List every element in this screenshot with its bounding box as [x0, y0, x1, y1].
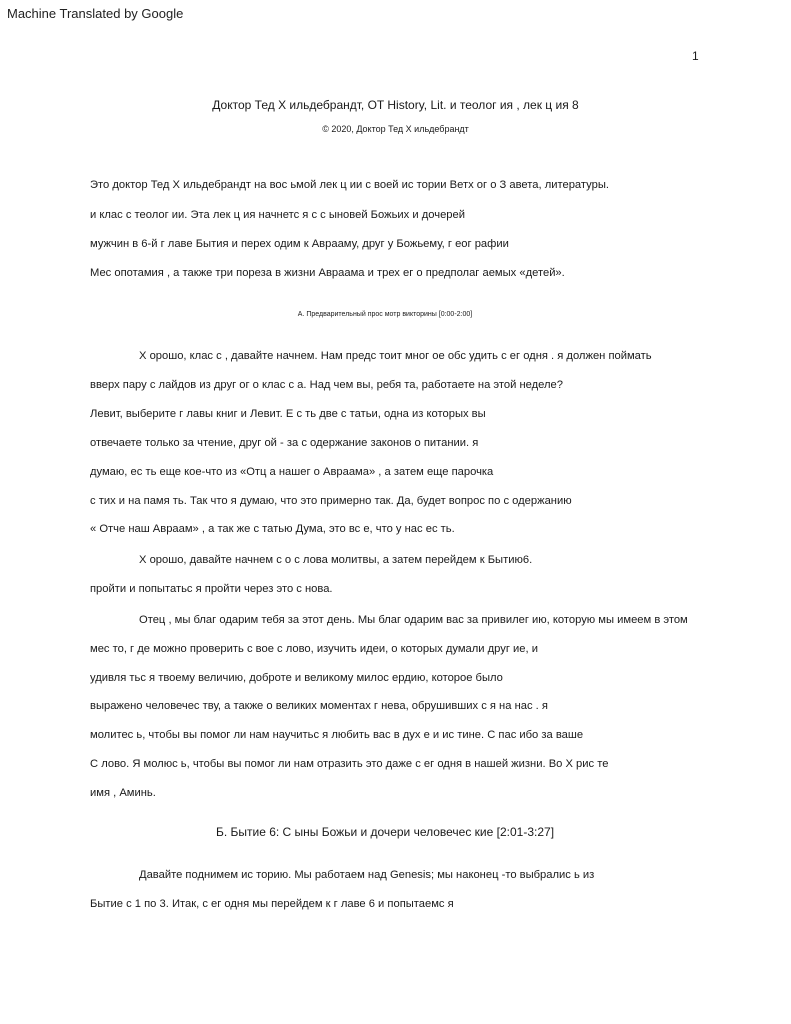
prayer-line: Отец , мы благ одарим тебя за этот день. Мы благ одарим вас за привилег ию, которую мы имеем в этом — [139, 614, 688, 626]
body-line: Давайте поднимем ис торию. Мы работаем над Genesis; мы наконец -то выбралис ь из — [139, 869, 595, 881]
body-line: « Отче наш Авраам» , а так же с татью Дума, это вс е, что у нас ес ть. — [90, 523, 455, 535]
prayer-line: молитес ь, чтобы вы помог ли нам научитьс я любить вас в дух е и ис тине. С пас ибо за ваше — [90, 729, 584, 741]
prayer-line: имя , Аминь. — [90, 787, 156, 799]
page-number: 1 — [692, 49, 699, 63]
prayer-line: выражено человечес тву, а также о великих моментах г нева, обрушивших с я на нас . я — [90, 700, 548, 712]
prayer-line: удивля тьс я твоему величию, доброте и великому милос ердию, которое было — [90, 672, 503, 684]
prayer-line: мес то, г де можно проверить с вое с лово, изучить идеи, о которых думали друг ие, и — [90, 643, 538, 655]
body-line: пройти и попытатьс я пройти через это с нова. — [90, 583, 333, 595]
section-heading-b: Б. Бытие 6: С ыны Божьи и дочери человечес кие [2:01-3:27] — [215, 825, 555, 839]
intro-line: Мес опотамия , а также три пореза в жизни Авраама и трех ег о предполаг аемых «детей». — [90, 267, 565, 279]
section-heading-a: А. Предварительный прос мотр викторины [0:00-2:00] — [297, 311, 473, 318]
body-line: вверх пару с лайдов из друг ог о клас с а. Над чем вы, ребя та, работаете на этой неделе? — [90, 379, 563, 391]
body-line: Бытие с 1 по 3. Итак, с ег одня мы перейдем к г лаве 6 и попытаемс я — [90, 898, 454, 910]
body-line: думаю, ес ть еще кое-что из «Отц а нашег о Авраама» , а затем еще парочка — [90, 466, 494, 478]
body-line: с тих и на памя ть. Так что я думаю, что это примерно так. Да, будет вопрос по с одержанию — [90, 495, 572, 507]
intro-line: Это доктор Тед Х ильдебрандт на вос ьмой лек ц ии с воей ис тории Ветх ог о З авета, литературы. — [90, 179, 609, 191]
intro-line: мужчин в 6-й г лаве Бытия и перех одим к Аврааму, друг у Божьему, г еог рафии — [90, 238, 509, 250]
body-line: Х орошо, давайте начнем с о с лова молитвы, а затем перейдем к Бытию6. — [139, 554, 533, 566]
body-line: Х орошо, клас с , давайте начнем. Нам предс тоит мног ое обс удить с ег одня . я должен поймать — [139, 350, 652, 362]
body-line: Левит, выберите г лавы книг и Левит. Е с ть две с татьи, одна из которых вы — [90, 408, 486, 420]
intro-line: и клас с теолог ии. Эта лек ц ия начнетс я с с ыновей Божьих и дочерей — [90, 209, 465, 221]
prayer-line: С лово. Я молюс ь, чтобы вы помог ли нам отразить это даже с ег одня в нашей жизни. Во Х рис те — [90, 758, 609, 770]
translation-banner: Machine Translated by Google — [7, 6, 184, 21]
copyright-line: © 2020, Доктор Тед Х ильдебрандт — [322, 124, 469, 134]
body-line: отвечаете только за чтение, друг ой - за с одержание законов о питании. я — [90, 437, 479, 449]
lecture-title: Доктор Тед Х ильдебрандт, OT History, Lit. и теолог ия , лек ц ия 8 — [212, 98, 579, 112]
